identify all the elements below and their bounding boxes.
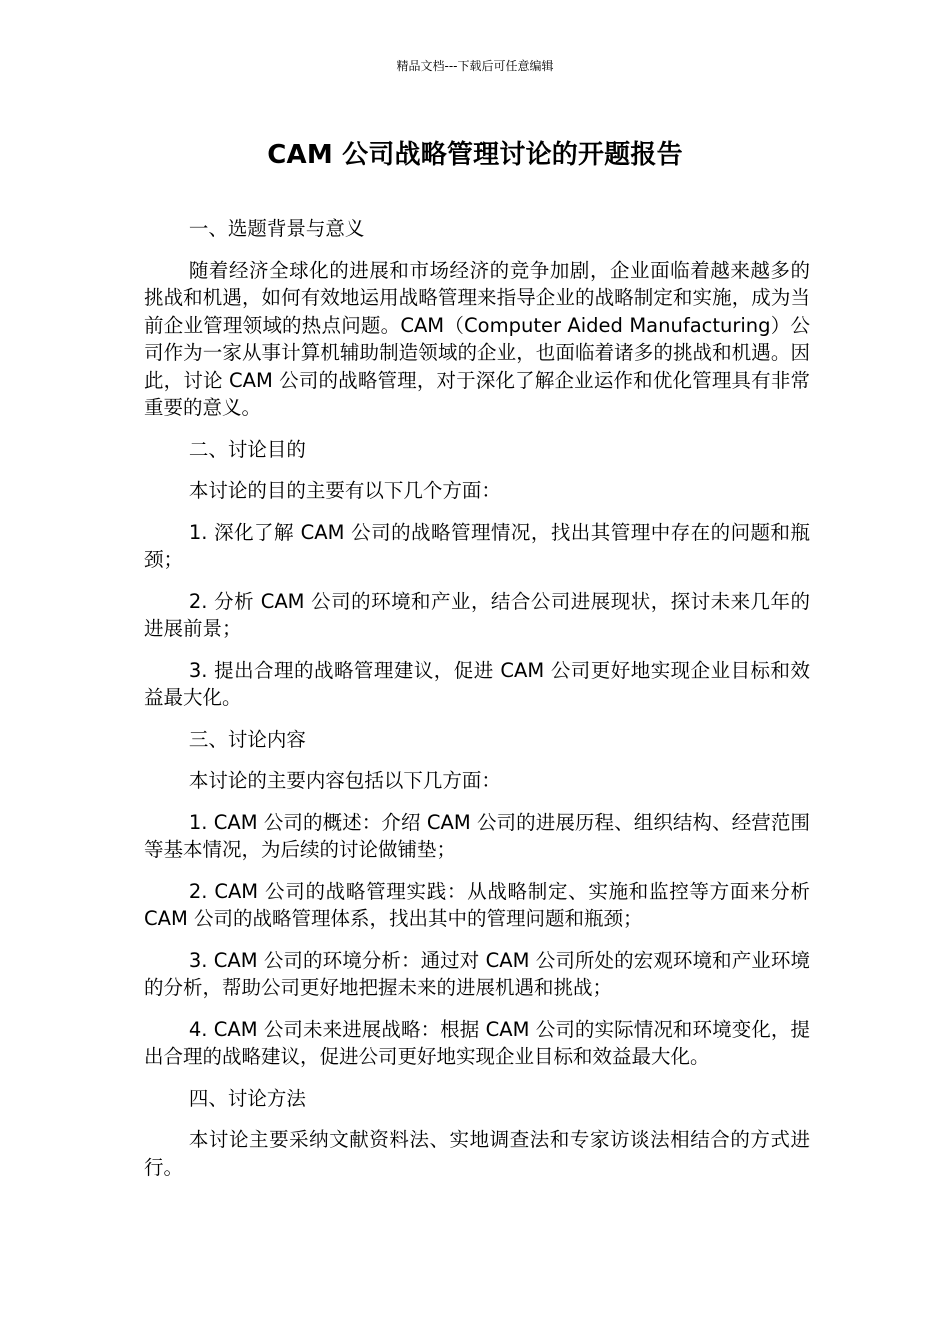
list-item-purpose-1: 1. 深化了解 CAM 公司的战略管理情况，找出其管理中存在的问题和瓶颈； xyxy=(144,520,810,571)
section-heading-content: 三、讨论内容 xyxy=(188,727,306,751)
section-heading-background: 一、选题背景与意义 xyxy=(188,217,365,240)
paragraph-purpose-intro: 本讨论的目的主要有以下几个方面： xyxy=(188,479,501,502)
list-item-content-3: 3. CAM 公司的环境分析：通过对 CAM 公司所处的宏观环境和产业环境的分析，帮助公司更好地把握未来的进展机遇和挑战； xyxy=(144,948,810,999)
paragraph-background: 随着经济全球化的进展和市场经济的竞争加剧，企业面临着越来越多的挑战和机遇，如何有效地运用战略管理来指导企业的战略制定和实施，成为当前企业管理领域的热点问题。CAM（Computer Aided Manufacturing）公司作为一家从事计算机辅助制造领域的企业，也面临着诸多的挑战和机遇。因此，讨论 CAM 公司的战略管理，对于深化了解企业运作和优化管理具有非常重要的意义。 xyxy=(144,258,810,419)
header-note: 精品文档---下载后可任意编辑 xyxy=(396,59,554,73)
list-item-purpose-2: 2. 分析 CAM 公司的环境和产业，结合公司进展现状，探讨未来几年的进展前景； xyxy=(144,589,810,640)
document-title: CAM 公司战略管理讨论的开题报告 xyxy=(267,140,683,170)
paragraph-content-intro: 本讨论的主要内容包括以下几方面： xyxy=(188,769,501,792)
list-item-purpose-3: 3. 提出合理的战略管理建议，促进 CAM 公司更好地实现企业目标和效益最大化。 xyxy=(144,658,810,709)
list-item-content-1: 1. CAM 公司的概述：介绍 CAM 公司的进展历程、组织结构、经营范围等基本情况，为后续的讨论做铺垫； xyxy=(144,810,810,861)
section-heading-purpose: 二、讨论目的 xyxy=(188,437,306,461)
section-heading-method: 四、讨论方法 xyxy=(188,1086,306,1110)
list-item-content-2: 2. CAM 公司的战略管理实践：从战略制定、实施和监控等方面来分析 CAM 公司的战略管理体系，找出其中的管理问题和瓶颈； xyxy=(144,879,810,930)
list-item-content-4: 4. CAM 公司未来进展战略：根据 CAM 公司的实际情况和环境变化，提出合理的战略建议，促进公司更好地实现企业目标和效益最大化。 xyxy=(144,1017,810,1068)
document-body xyxy=(144,215,810,1195)
paragraph-method: 本讨论主要采纳文献资料法、实地调查法和专家访谈法相结合的方式进行。 xyxy=(144,1128,810,1179)
